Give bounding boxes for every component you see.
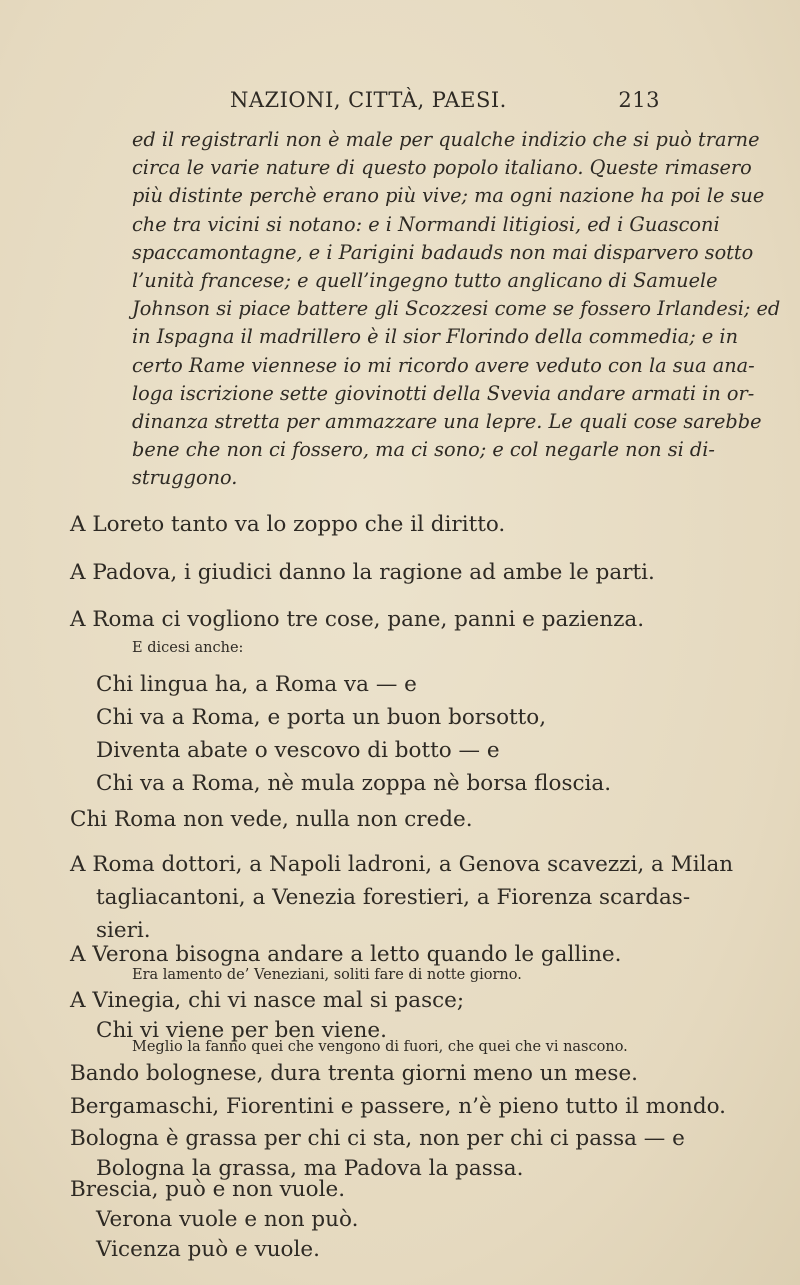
- note-meglio-la-fanno: Meglio la fanno quei che vengono di fuori, che quei che vi nascono.: [132, 1039, 628, 1056]
- intro-line: l’unità francese; e quell’ingegno tutto anglicano di Samuele: [132, 269, 718, 293]
- verse-line: Bologna la grassa, ma Padova la passa.: [96, 1156, 524, 1182]
- intro-line: spaccamontagne, e i Parigini badauds non mai disparvero sotto: [132, 240, 754, 264]
- verse-line: Verona vuole e non può.: [96, 1207, 359, 1233]
- verse-line: Bologna è grassa per chi ci sta, non per chi ci passa — e: [70, 1126, 685, 1152]
- proverb-chi-lingua-ha: [96, 668, 800, 800]
- proverb-brescia: [70, 1175, 800, 1265]
- proverb-bergamaschi: Bergamaschi, Fiorentini e passere, n’è pieno tutto il mondo.: [70, 1093, 727, 1119]
- intro-line: Johnson si piace battere gli Scozzesi come se fossero Irlandesi; ed: [132, 297, 781, 321]
- verse-line: Brescia, può e non vuole.: [70, 1177, 346, 1203]
- proverb-bando-bolognese: Bando bolognese, dura trenta giorni meno un mese.: [70, 1060, 638, 1086]
- intro-line: dinanza stretta per ammazzare una lepre. Le quali cose sarebbe: [132, 410, 762, 434]
- proverb-roma-tre-cose: A Roma ci vogliono tre cose, pane, panni e pazienza.: [70, 607, 645, 632]
- intro-line: struggono.: [132, 466, 238, 490]
- proverb-padova: A Padova, i giudici danno la ragione ad ambe le parti.: [70, 560, 655, 585]
- intro-line: più distinte perchè erano più vive; ma ogni nazione ha poi le sue: [132, 184, 765, 208]
- intro-line: certo Rame viennese io mi ricordo avere veduto con la sua ana-: [132, 353, 755, 377]
- proverb-loreto: A Loreto tanto va lo zoppo che il diritto.: [70, 512, 506, 537]
- intro-paragraph: [132, 126, 781, 493]
- proverb-verona-galline: A Verona bisogna andare a letto quando le galline.: [70, 941, 622, 967]
- running-title: NAZIONI, CITTÀ, PAESI.: [230, 88, 507, 112]
- page-number: 213: [618, 88, 660, 112]
- intro-line: in Ispagna il madrillero è il sior Florindo della commedia; e in: [132, 325, 739, 349]
- note-lamento-veneziani: Era lamento de’ Veneziani, soliti fare di notte giorno.: [132, 967, 522, 984]
- proverb-roma-dottori: [70, 848, 800, 947]
- verse-line: A Vinegia, chi vi nasce mal si pasce;: [70, 987, 465, 1013]
- intro-line: loga iscrizione sette giovinotti della Svevia andare armati in or-: [132, 381, 755, 405]
- verse-line: Vicenza può e vuole.: [96, 1237, 320, 1263]
- proverb-line: tagliacantoni, a Venezia forestieri, a Fiorenza scardas-: [96, 885, 691, 910]
- note-dicesi-anche: E dicesi anche:: [132, 640, 244, 656]
- verse-line: Chi lingua ha, a Roma va — e: [96, 672, 417, 697]
- verse-line: Chi vi viene per ben viene.: [96, 1017, 387, 1043]
- intro-line: che tra vicini si notano: e i Normandi litigiosi, ed i Guasconi: [132, 212, 720, 236]
- proverb-vinegia: [70, 986, 800, 1046]
- verse-line: Chi va a Roma, nè mula zoppa nè borsa floscia.: [96, 771, 612, 796]
- verse-line: Diventa abate o vescovo di botto — e: [96, 738, 500, 763]
- proverb-line: sieri.: [96, 918, 151, 943]
- intro-line: ed il registrarli non è male per qualche indizio che si può trarne: [132, 128, 760, 151]
- intro-line: bene che non ci fossero, ma ci sono; e col negarle non si di-: [132, 438, 715, 462]
- proverb-chi-roma-non-vede: Chi Roma non vede, nulla non crede.: [70, 807, 473, 832]
- proverb-line: A Roma dottori, a Napoli ladroni, a Genova scavezzi, a Milan: [70, 852, 734, 877]
- verse-line: Chi va a Roma, e porta un buon borsotto,: [96, 705, 547, 730]
- intro-line: circa le varie nature di questo popolo italiano. Queste rimasero: [132, 156, 752, 180]
